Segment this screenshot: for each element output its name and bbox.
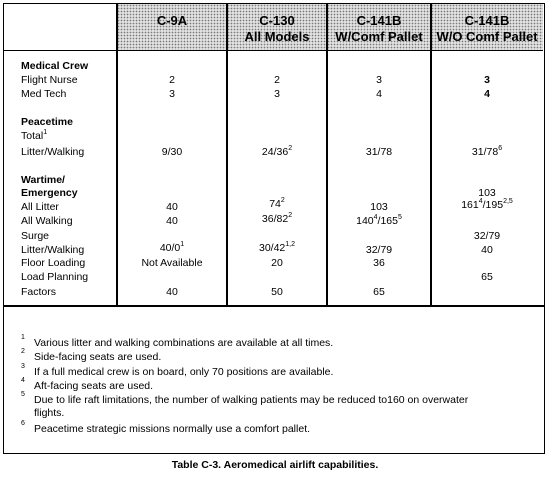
row-label-litter-walking: Litter/Walking bbox=[21, 146, 85, 158]
cell-value: /165 bbox=[377, 215, 398, 227]
footnote-number: 6 bbox=[21, 420, 25, 427]
cell-med-tech-c130: 3 bbox=[274, 88, 280, 100]
footnote-text: Aft-facing seats are used. bbox=[34, 380, 154, 392]
cell-all-walking-c130 bbox=[227, 213, 327, 225]
column-header-c141b-comf bbox=[327, 4, 431, 51]
cell-flight-nurse-c141b-no-comf: 3 bbox=[484, 74, 490, 86]
row-label-floor-loading: Floor Loading bbox=[21, 257, 86, 269]
row-label-factors: Factors bbox=[21, 286, 57, 298]
footnote-ref: 2,5 bbox=[503, 197, 513, 205]
cell-value: 74 bbox=[269, 198, 281, 210]
footnote-text: Peacetime strategic missions normally use a comfort pallet. bbox=[34, 423, 311, 435]
cell-all-litter-walking-c141b-no-comf bbox=[431, 199, 543, 211]
section-heading-peacetime: Peacetime bbox=[21, 116, 73, 128]
cell-all-litter-c9a: 40 bbox=[166, 201, 178, 213]
footnote-ref: 1 bbox=[43, 128, 48, 136]
cell-value: 161 bbox=[461, 199, 479, 211]
cell-value: 40/0 bbox=[159, 242, 181, 254]
cell-peacetime-c141b-no-comf bbox=[431, 146, 543, 158]
column-header-line1: C-9A bbox=[156, 13, 188, 28]
cell-load-planning-c141b-no-comf: 65 bbox=[481, 271, 493, 283]
cell-floor-loading-c130: 20 bbox=[271, 257, 283, 269]
footnote-number: 3 bbox=[21, 363, 25, 370]
cell-med-tech-c9a: 3 bbox=[169, 88, 175, 100]
cell-value: 9/30 bbox=[161, 146, 183, 158]
cell-flight-nurse-c141b-comf: 3 bbox=[376, 74, 382, 86]
cell-surge-c141b-no-comf: 32/79 bbox=[473, 230, 501, 242]
cell-value: 36/82 bbox=[261, 213, 289, 225]
cell-all-litter-c141b-comf: 103 bbox=[370, 201, 388, 213]
table-footnote-divider bbox=[4, 305, 544, 307]
cell-peacetime-c9a bbox=[117, 146, 227, 158]
cell-surge-lw-c141b-no-comf: 40 bbox=[481, 244, 493, 256]
cell-all-walking-c9a: 40 bbox=[166, 215, 178, 227]
footnote-text: flights. bbox=[34, 407, 65, 419]
cell-value: 31/78 bbox=[365, 146, 393, 158]
cell-value: /195 bbox=[482, 199, 504, 211]
footnote-ref: 4 bbox=[478, 197, 483, 205]
cell-factors-c9a: 40 bbox=[166, 286, 178, 298]
cell-all-litter-c130 bbox=[227, 198, 327, 210]
cell-value: 140 bbox=[356, 215, 374, 227]
row-label-all-walking: All Walking bbox=[21, 215, 73, 227]
column-header-c130 bbox=[227, 4, 327, 51]
header-blank-cell bbox=[4, 4, 117, 51]
cell-value: 24/36 bbox=[261, 146, 289, 158]
column-header-line1: C-130 bbox=[259, 13, 295, 28]
row-label-total bbox=[21, 130, 47, 142]
cell-peacetime-c141b-comf bbox=[327, 146, 431, 158]
footnote-text: Side-facing seats are used. bbox=[34, 351, 162, 363]
row-label-flight-nurse: Flight Nurse bbox=[21, 74, 78, 86]
section-heading-emergency: Emergency bbox=[21, 187, 78, 199]
column-header-line1: C-141B bbox=[356, 13, 402, 28]
footnote-ref: 1,2 bbox=[285, 240, 295, 248]
cell-value: 30/42 bbox=[258, 242, 286, 254]
cell-surge-lw-c9a bbox=[117, 242, 227, 254]
column-header-line1: C-141B bbox=[464, 13, 510, 28]
column-header-c141b-no-comf bbox=[431, 4, 543, 51]
section-heading-medical-crew: Medical Crew bbox=[21, 60, 89, 72]
cell-factors-c130: 50 bbox=[271, 286, 283, 298]
cell-all-litter-c141b-no-comf: 103 bbox=[478, 187, 496, 199]
cell-floor-loading-c141b-comf: 36 bbox=[373, 257, 385, 269]
footnote-ref: 5 bbox=[397, 213, 402, 221]
footnote-ref: 1 bbox=[180, 240, 185, 248]
cell-all-walking-c141b-comf bbox=[327, 215, 431, 227]
footnote-text: Various litter and walking combinations are available at all times. bbox=[34, 337, 334, 349]
cell-peacetime-c130 bbox=[227, 146, 327, 158]
row-label-load-planning: Load Planning bbox=[21, 271, 89, 283]
footnote-ref: 2 bbox=[288, 144, 293, 152]
table-caption: Table C-3. Aeromedical airlift capabilities. bbox=[171, 459, 379, 471]
cell-med-tech-c141b-no-comf: 4 bbox=[484, 88, 490, 100]
table-frame bbox=[3, 3, 545, 454]
footnote-ref: 4 bbox=[373, 213, 378, 221]
footnote-number: 2 bbox=[21, 348, 25, 355]
column-header-line2: All Models bbox=[244, 29, 310, 44]
footnote-number: 1 bbox=[21, 334, 25, 341]
row-label-all-litter: All Litter bbox=[21, 201, 59, 213]
cell-floor-loading-c9a: Not Available bbox=[141, 257, 203, 269]
footnote-ref: 2 bbox=[280, 196, 285, 204]
row-label-med-tech: Med Tech bbox=[21, 88, 67, 100]
row-label-surge: Surge bbox=[21, 230, 50, 242]
column-header-line2: W/Comf Pallet bbox=[335, 29, 423, 44]
cell-surge-lw-c141b-comf: 32/79 bbox=[365, 244, 393, 256]
footnote-number: 5 bbox=[21, 391, 25, 398]
column-header-line2: W/O Comf Pallet bbox=[436, 29, 538, 44]
row-label-surge-litter-walking: Litter/Walking bbox=[21, 244, 85, 256]
footnote-text: Due to life raft limitations, the number of walking patients may be reduced to160 on overwater bbox=[34, 394, 469, 406]
cell-surge-lw-c130 bbox=[227, 242, 327, 254]
cell-flight-nurse-c130: 2 bbox=[274, 74, 280, 86]
footnote-ref: 6 bbox=[498, 144, 503, 152]
cell-flight-nurse-c9a: 2 bbox=[169, 74, 175, 86]
footnote-text: If a full medical crew is on board, only 70 positions are available. bbox=[34, 366, 334, 378]
section-heading-wartime: Wartime/ bbox=[21, 174, 65, 186]
footnote-number: 4 bbox=[21, 377, 25, 384]
cell-value: 31/78 bbox=[471, 146, 499, 158]
cell-factors-c141b-comf: 65 bbox=[373, 286, 385, 298]
column-header-c9a bbox=[117, 4, 227, 51]
cell-med-tech-c141b-comf: 4 bbox=[376, 88, 382, 100]
footnote-ref: 2 bbox=[288, 211, 293, 219]
total-label-text: Total bbox=[21, 130, 44, 142]
